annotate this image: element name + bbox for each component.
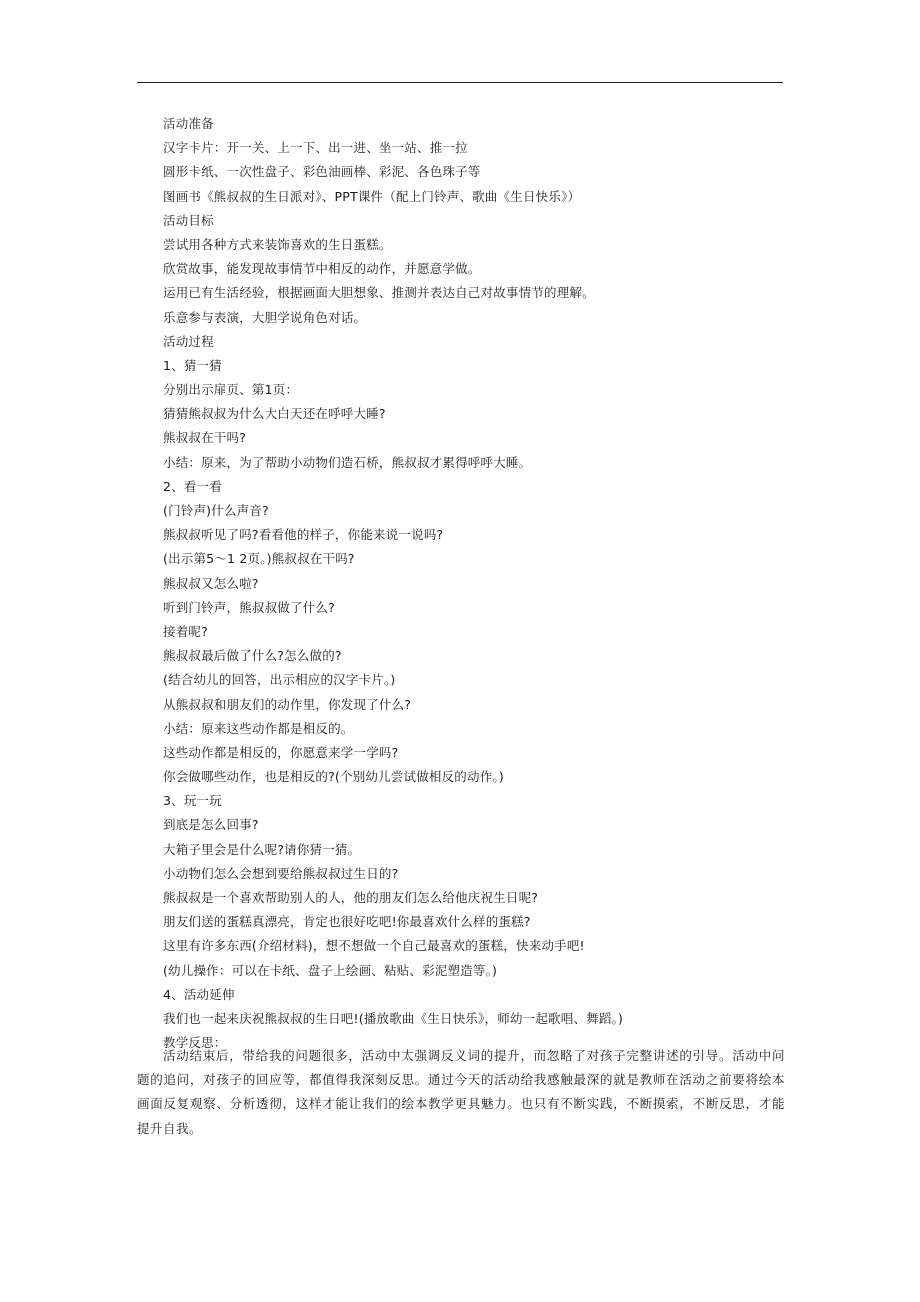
paragraph-line: 小结：原来，为了帮助小动物们造石桥，熊叔叔才累得呼呼大睡。 (163, 454, 532, 470)
paragraph-line: 这些动作都是相反的，你愿意来学一学吗? (163, 744, 399, 760)
section-heading-preparation: 活动准备 (163, 116, 214, 131)
paragraph-line: (门铃声)什么声音? (163, 503, 269, 518)
paragraph-line: 熊叔叔在干吗? (163, 430, 247, 446)
paragraph-line: 熊叔叔又怎么啦? (163, 575, 259, 591)
paragraph-line: 分别出示扉页、第1页： (163, 382, 299, 398)
step-heading: 1、猜一猜 (163, 357, 222, 373)
paragraph-line: (结合幼儿的回答，出示相应的汉字卡片。) (163, 672, 396, 688)
lesson-body (163, 112, 783, 1055)
paragraph-line: 猜猜熊叔叔为什么大白天还在呼呼大睡? (163, 406, 386, 422)
paragraph-line: 朋友们送的蛋糕真漂亮，肯定也很好吃吧!你最喜欢什么样的蛋糕? (163, 914, 531, 930)
reflection-paragraph: 活动结束后，带给我的问题很多，活动中太强调反义词的提升，而忽略了对孩子完整讲述的引导。活动中问题的追问，对孩子的回应等，都值得我深刻反思。通过今天的活动给我感触最深的就是教师在活动之前要将绘本画面反复观察、分析透彻，这样才能让我们的绘本教学更具魅力。也只有不断实践，不断摸索，不断反思，才能提升自我。 (137, 1048, 785, 1136)
paragraph-line: 欣赏故事，能发现故事情节中相反的动作，并愿意学做。 (163, 261, 481, 277)
paragraph-line: 汉字卡片：开一关、上一下、出一进、坐一站、推一拉 (163, 140, 468, 156)
section-heading-reflection: 教学反思： (163, 1035, 227, 1051)
paragraph-line: 运用已有生活经验，根据画面大胆想象、推测并表达自己对故事情节的理解。 (163, 285, 595, 301)
paragraph-line: 这里有许多东西(介绍材料)，想不想做一个自己最喜欢的蛋糕，快来动手吧! (163, 938, 585, 954)
step-heading: 4、活动延伸 (163, 986, 235, 1002)
paragraph-line: 熊叔叔最后做了什么?怎么做的? (163, 648, 342, 664)
paragraph-line: 图画书《熊叔叔的生日派对》、PPT课件（配上门铃声、歌曲《生日快乐》） (163, 188, 581, 204)
paragraph-line: 熊叔叔是一个喜欢帮助别人的人，他的朋友们怎么给他庆祝生日呢? (163, 890, 539, 905)
paragraph-line: 小结：原来这些动作都是相反的。 (163, 720, 354, 736)
paragraph-line: 乐意参与表演，大胆学说角色对话。 (163, 309, 367, 325)
paragraph-line: 接着呢? (163, 623, 208, 639)
paragraph-line: 听到门铃声，熊叔叔做了什么? (163, 599, 335, 615)
paragraph-line: 熊叔叔听见了吗?看看他的样子，你能来说一说吗? (163, 527, 444, 543)
step-heading: 3、玩一玩 (163, 793, 222, 809)
section-heading-goals: 活动目标 (163, 212, 214, 228)
paragraph-line: 我们也一起来庆祝熊叔叔的生日吧!(播放歌曲《生日快乐》，师幼一起歌唱、舞蹈。) (163, 1010, 624, 1026)
paragraph-line: 大箱子里会是什么呢?请你猜一猜。 (163, 841, 361, 857)
section-heading-process: 活动过程 (163, 333, 214, 349)
paragraph-line: 到底是怎么回事? (163, 817, 259, 833)
paragraph-line: (出示第5～1 2页。)熊叔叔在干吗? (163, 551, 355, 567)
paragraph-line: 圆形卡纸、一次性盘子、彩色油画棒、彩泥、各色珠子等 (163, 164, 481, 180)
paragraph-line: 小动物们怎么会想到要给熊叔叔过生日的? (163, 865, 399, 881)
step-heading: 2、看一看 (163, 478, 222, 494)
paragraph-line: 你会做哪些动作，也是相反的?(个别幼儿尝试做相反的动作。) (163, 769, 504, 785)
header-rule (137, 82, 783, 83)
paragraph-line: 尝试用各种方式来装饰喜欢的生日蛋糕。 (163, 236, 392, 252)
paragraph-line: (幼儿操作：可以在卡纸、盘子上绘画、粘贴、彩泥塑造等。) (163, 962, 498, 978)
paragraph-line: 从熊叔叔和朋友们的动作里，你发现了什么? (163, 696, 412, 712)
